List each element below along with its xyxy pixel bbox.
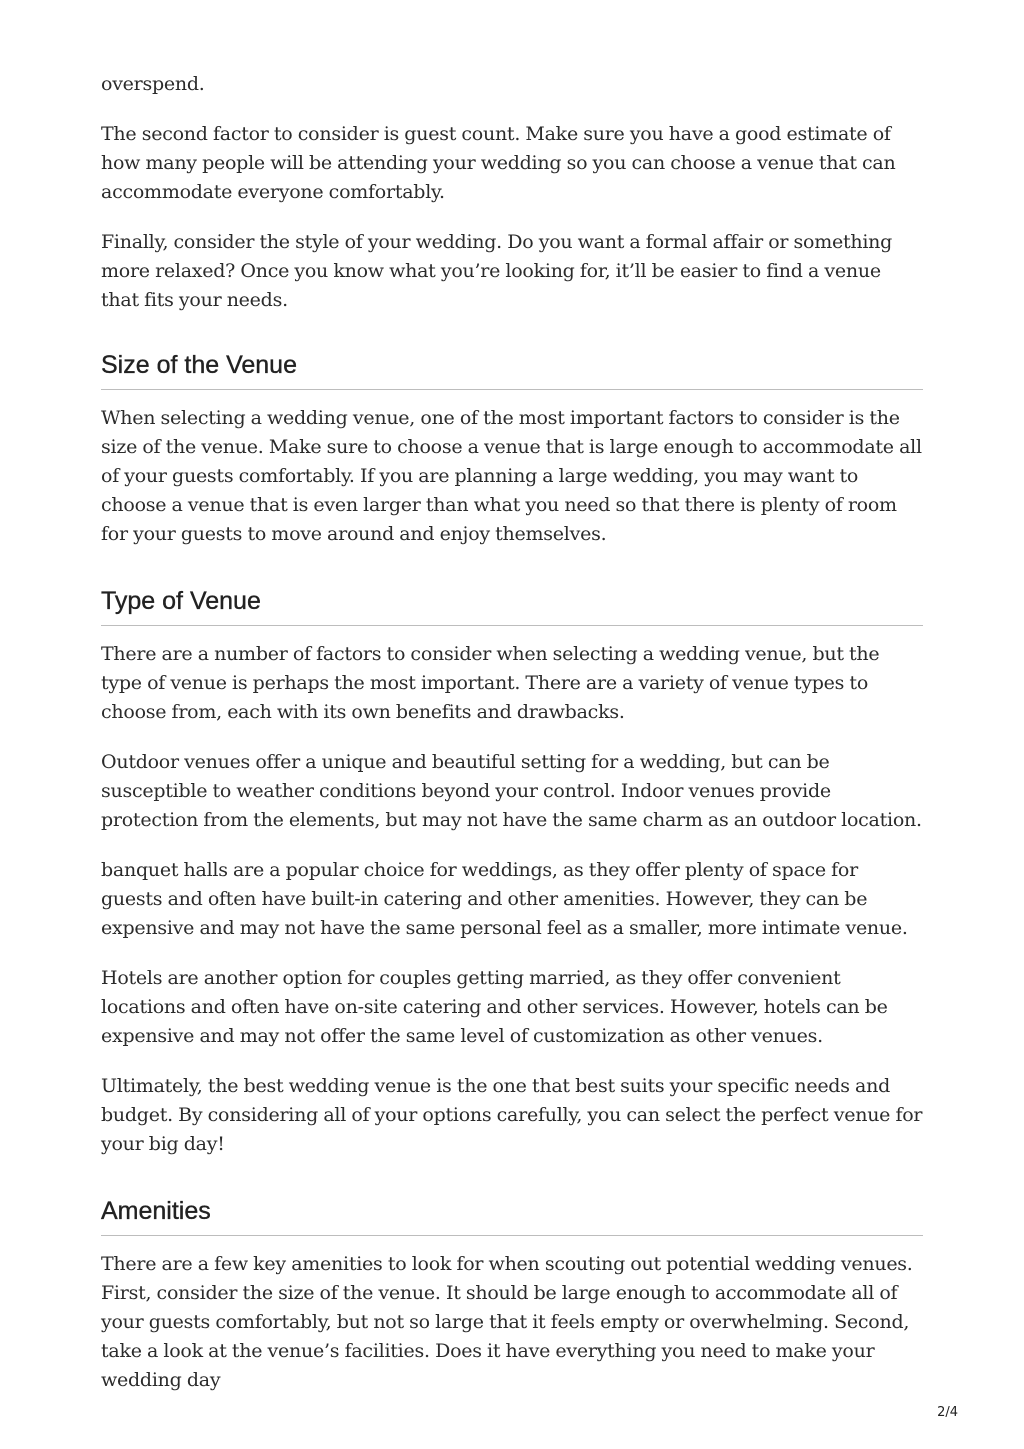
paragraph-outdoor-indoor: Outdoor venues offer a unique and beautiful setting for a wedding, but can be susceptible to weather conditions beyond your control. Indoor venues provide protection from the elements, but may not have the same charm as an outdoor location. [101,751,922,831]
paragraph-guest-count: The second factor to consider is guest count. Make sure you have a good estimate of how many people will be attending your wedding so you can choose a venue that can accommodate everyone comfortably. [101,123,896,203]
page-number: 2/4 [937,1405,958,1420]
document-page [101,70,923,1416]
paragraph-amenities: There are a few key amenities to look for when scouting out potential wedding venues. First, consider the size of the venue. It should be large enough to accommodate all of your guests comfortably, but not so large that it feels empty or overwhelming. Second, take a look at the venue’s facilities. Does it have everything you need to make your wedding day [101,1253,913,1391]
heading-divider [101,389,923,390]
heading-divider [101,625,923,626]
paragraph-ultimately: Ultimately, the best wedding venue is the one that best suits your specific needs and budget. By considering all of your options carefully, you can select the perfect venue for your big day! [101,1075,923,1155]
heading-divider [101,1235,923,1236]
paragraph-banquet-halls: banquet halls are a popular choice for weddings, as they offer plenty of space for guests and often have built-in catering and other amenities. However, they can be expensive and may not have the same personal feel as a smaller, more intimate venue. [101,859,908,939]
paragraph-venue-types-intro: There are a number of factors to consider when selecting a wedding venue, but the type of venue is perhaps the most important. There are a variety of venue types to choose from, each with its own benefits and drawbacks. [101,643,880,723]
heading-type-of-venue: Type of Venue [101,587,261,615]
paragraph-intro-1: overspend. [101,73,205,95]
paragraph-size-of-venue: When selecting a wedding venue, one of the most important factors to consider is the size of the venue. Make sure to choose a venue that is large enough to accommodate all of your guests comfortably. If you are planning a large wedding, you may want to choose a venue that is even larger than what you need so that there is plenty of room for your guests to move around and enjoy themselves. [101,407,922,545]
heading-size-of-venue: Size of the Venue [101,351,297,379]
paragraph-wedding-style: Finally, consider the style of your wedding. Do you want a formal affair or something more relaxed? Once you know what you’re looking for, it’ll be easier to find a venue that fits your needs. [101,231,893,311]
paragraph-hotels: Hotels are another option for couples getting married, as they offer convenient locations and often have on-site catering and other services. However, hotels can be expensive and may not offer the same level of customization as other venues. [101,967,888,1047]
heading-amenities: Amenities [101,1197,211,1225]
